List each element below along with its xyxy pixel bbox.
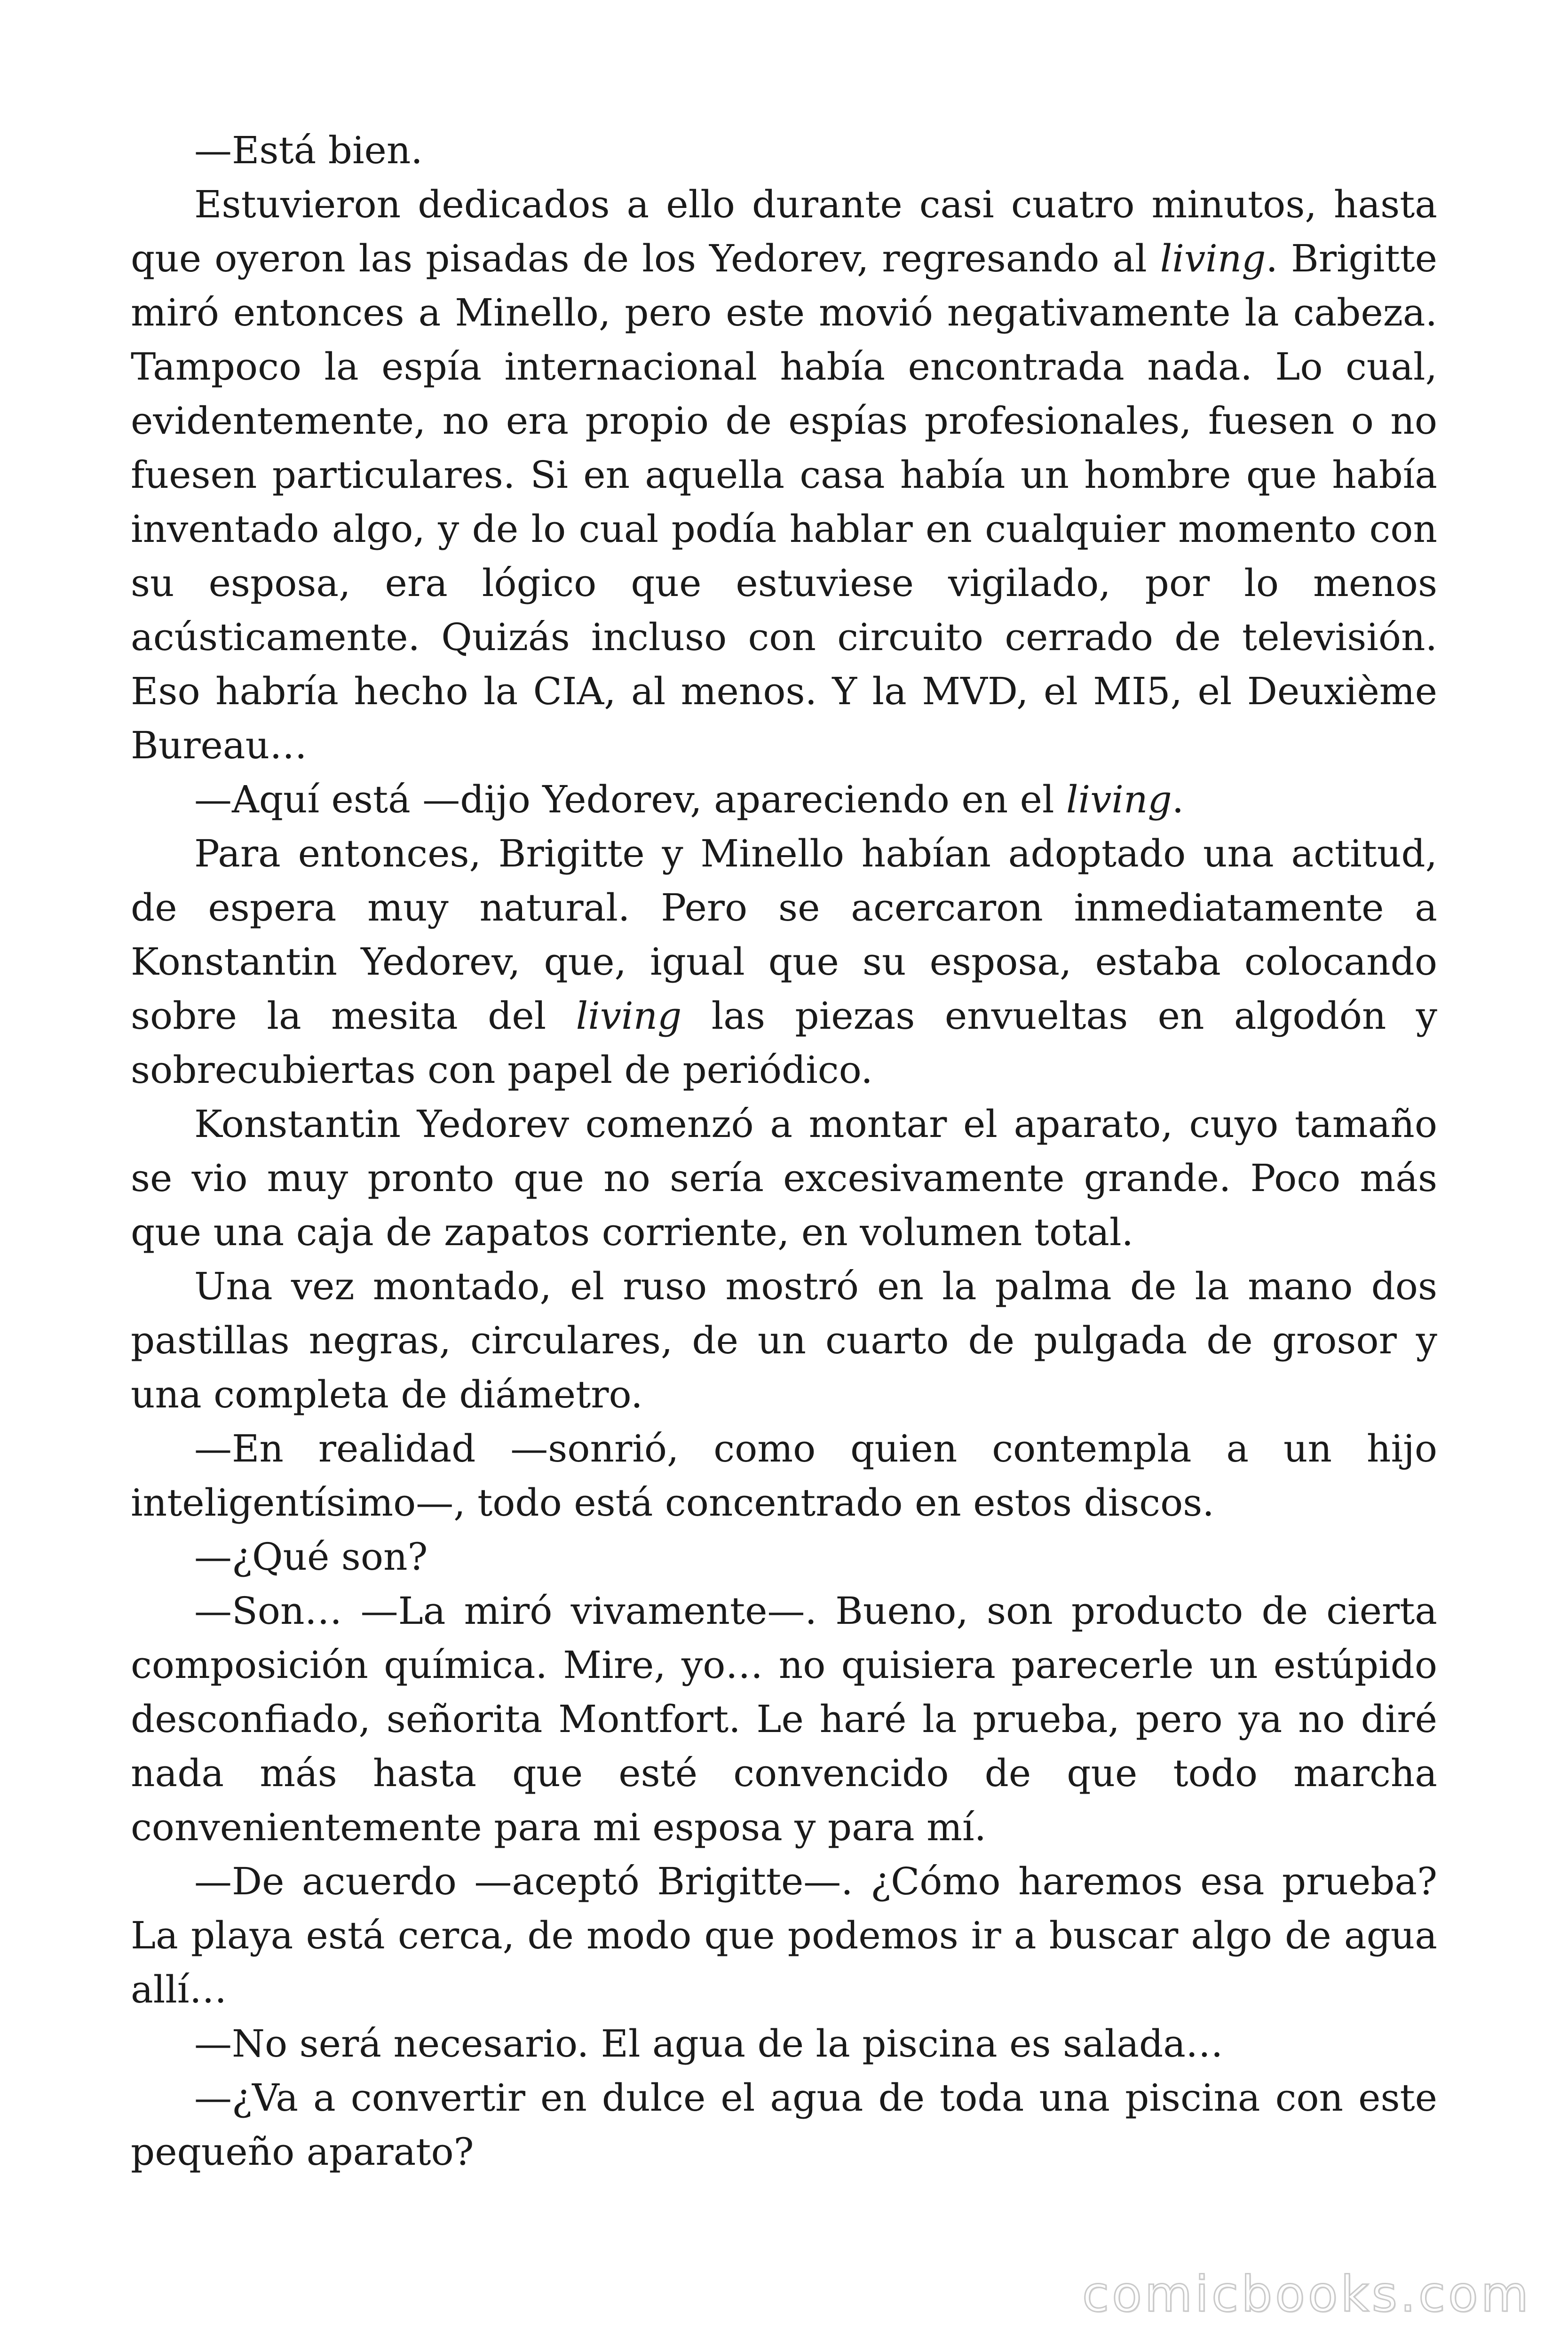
paragraph-7 [131, 1422, 1437, 1530]
text-run: —En realidad —sonrió, como quien contempla a un hijo inteligentísimo—, todo está concentrado en estos discos. [131, 1427, 1437, 1525]
text-run: Estuvieron dedicados a ello durante casi cuatro minutos, hasta que oyeron las pisadas de los Yedorev, regresando al [131, 183, 1437, 280]
paragraph-8 [131, 1530, 1437, 1584]
paragraph-10 [131, 1854, 1437, 2017]
paragraph-2 [131, 177, 1437, 772]
text-run: . [1172, 778, 1184, 821]
paragraph-3 [131, 772, 1437, 826]
text-run: —De acuerdo —aceptó Brigitte—. ¿Cómo haremos esa prueba? La playa está cerca, de modo que podemos ir a buscar algo de agua allí… [131, 1859, 1437, 2011]
text-run: . Brigitte miró entonces a Minello, pero este movió negativamente la cabeza. Tampoco la espía internacional había encontrada nada. Lo cual, evidentemente, no era propio de espías profesionales, fuesen o no fuesen particulares. Si en aquella casa había un hombre que había inventado algo, y de lo cual podía hablar en cualquier momento con su esposa, era lógico que estuviese vigilado, por lo menos acústicamente. Quizás incluso con circuito cerrado de televisión. Eso habría hecho la CIA, al menos. Y la MVD, el MI5, el Deuxième Bureau… [131, 237, 1437, 767]
text-run: —No será necesario. El agua de la piscina es salada… [194, 2022, 1223, 2066]
paragraph-9 [131, 1584, 1437, 1854]
paragraph-6 [131, 1259, 1437, 1422]
italic-word: living [576, 994, 682, 1038]
paragraph-1 [131, 123, 1437, 177]
paragraph-5 [131, 1097, 1437, 1259]
text-run: —¿Va a convertir en dulce el agua de toda una piscina con este pequeño aparato? [131, 2076, 1437, 2174]
italic-word: living [1066, 778, 1172, 821]
text-run: Para entonces, Brigitte y Minello habían adoptado una actitud, de espera muy natural. Pero se acercaron inmediatamente a Konstantin Yedorev, que, igual que su esposa, estaba colocando sobre la mesita del [131, 832, 1437, 1038]
text-run: —Son… —La miró vivamente—. Bueno, son producto de cierta composición química. Mire, yo… no quisiera parecerle un estúpido desconfiado, señorita Montfort. Le haré la prueba, pero ya no diré nada más hasta que esté convencido de que todo marcha convenientemente para mi esposa y para mí. [131, 1589, 1437, 1849]
text-run: —¿Qué son? [194, 1535, 428, 1579]
italic-word: living [1160, 237, 1266, 280]
text-run: —Aquí está —dijo Yedorev, apareciendo en el [194, 778, 1067, 821]
book-page-text [131, 123, 1437, 2179]
paragraph-12 [131, 2071, 1437, 2179]
text-run: las piezas envueltas en algodón y sobrecubiertas con papel de periódico. [131, 994, 1438, 1092]
text-run: —Está bien. [194, 128, 423, 172]
paragraph-4 [131, 826, 1437, 1097]
paragraph-11 [131, 2017, 1437, 2071]
text-run: Una vez montado, el ruso mostró en la palma de la mano dos pastillas negras, circulares, de un cuarto de pulgada de grosor y una completa de diámetro. [131, 1264, 1437, 1416]
text-run: Konstantin Yedorev comenzó a montar el aparato, cuyo tamaño se vio muy pronto que no sería excesivamente grande. Poco más que una caja de zapatos corriente, en volumen total. [131, 1102, 1437, 1254]
watermark: comicbooks.com [1082, 2265, 1531, 2323]
